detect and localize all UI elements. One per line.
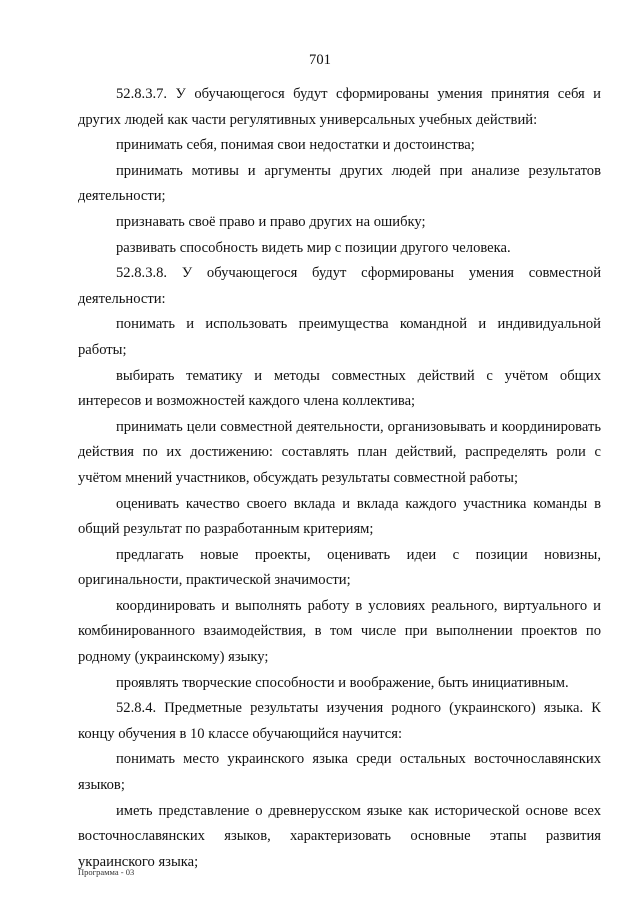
paragraph: проявлять творческие способности и воображение, быть инициативным. <box>116 674 569 691</box>
page-footer: Программа - 03 <box>78 867 135 877</box>
paragraph: принимать себя, понимая свои недостатки и достоинства; <box>116 137 475 154</box>
paragraph: оценивать качество своего вклада и вклада каждого участника команды в общий результат по разработанным критериям; <box>78 495 601 538</box>
paragraph: принимать мотивы и аргументы других людей при анализе результатов деятельности; <box>78 162 601 205</box>
document-body <box>78 82 601 875</box>
paragraph: иметь представление о древнерусском языке как исторической основе всех восточнославянских языков, характеризовать основные этапы развития украинского языка; <box>78 802 601 870</box>
paragraph: понимать и использовать преимущества командной и индивидуальной работы; <box>78 316 601 358</box>
paragraph: предлагать новые проекты, оценивать идеи с позиции новизны, оригинальности, практической значимости; <box>78 546 601 589</box>
paragraph: 52.8.3.7. У обучающегося будут сформированы умения принятия себя и других людей как части регулятивных универсальных учебных действий: <box>78 86 601 128</box>
paragraph: координировать и выполнять работу в условиях реального, виртуального и комбинированного взаимодействия, в том числе при выполнении проектов по родному (украинскому) языку; <box>78 597 601 666</box>
paragraph: понимать место украинского языка среди остальных восточнославянских языков; <box>78 751 601 794</box>
paragraph: признавать своё право и право других на ошибку; <box>116 213 426 230</box>
paragraph: 52.8.4. Предметные результаты изучения родного (украинского) языка. К концу обучения в 10 классе обучающийся научится: <box>78 700 601 742</box>
paragraph: выбирать тематику и методы совместных действий с учётом общих интересов и возможностей каждого члена коллектива; <box>78 367 601 410</box>
paragraph: 52.8.3.8. У обучающегося будут сформированы умения совместной деятельности: <box>78 265 601 307</box>
paragraph: принимать цели совместной деятельности, организовывать и координировать действия по их достижению: составлять план действий, распределять роли с учётом мнений участников, обсуждать результаты совместной работы; <box>78 418 601 486</box>
paragraph: развивать способность видеть мир с позиции другого человека. <box>116 239 511 256</box>
page-number: 701 <box>309 52 331 68</box>
